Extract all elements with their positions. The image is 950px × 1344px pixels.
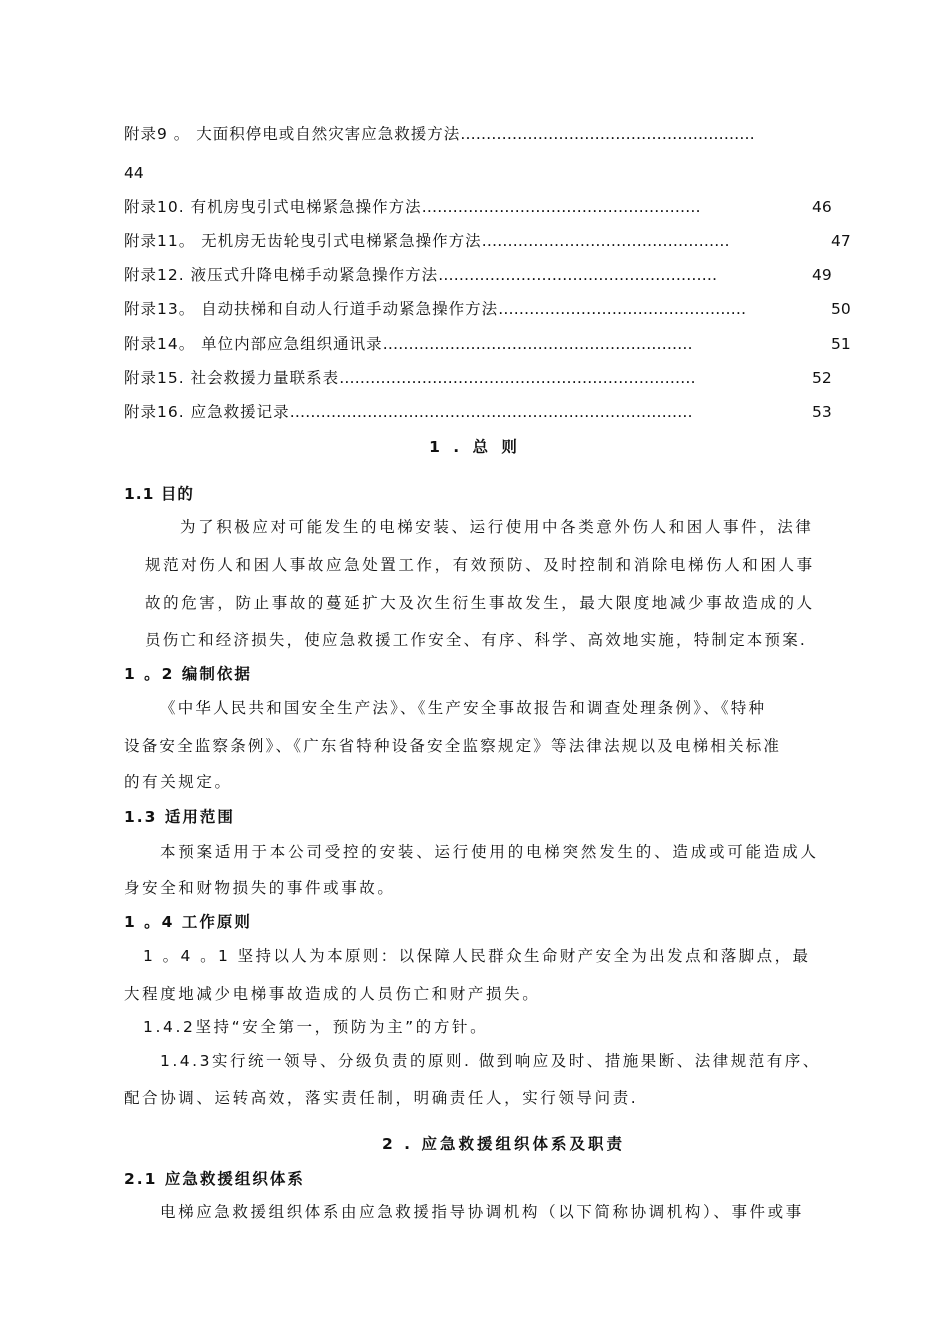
toc-item-14[interactable] [124,334,693,354]
paragraph-line: 本预案适用于本公司受控的安装、运行使用的电梯突然发生的、造成或可能造成人 [160,843,819,861]
toc-leader-dots: ………………………………………… [481,232,730,250]
toc-item-16[interactable] [124,402,693,422]
paragraph-line: 身安全和财物损失的事件或事故。 [124,879,396,897]
paragraph-line: 大程度地减少电梯事故造成的人员伤亡和财产损失。 [124,985,541,1003]
paragraph-line: 为了积极应对可能发生的电梯安装、运行使用中各类意外伤人和困人事件，法律 [180,518,814,536]
toc-item-10[interactable] [124,197,701,217]
toc-item-15[interactable] [124,368,696,388]
toc-page-number: 47 [831,232,851,250]
paragraph-line: 故的危害，防止事故的蔓延扩大及次生衍生事故发生，最大限度地减少事故造成的人 [145,594,815,612]
heading-1-1: 1.1 目的 [124,485,194,503]
toc-page-number: 51 [831,335,851,353]
paragraph-line: 设备安全监察条例》、《广东省特种设备安全监察规定》等法律法规以及电梯相关标准 [124,737,782,755]
toc-item-label: 附录9 。 大面积停电或自然灾害应急救援方法 [124,125,461,143]
paragraph-line: 1.4.3实行统一领导、分级负责的原则. 做到响应及时、措施果断、法律规范有序、 [160,1052,821,1070]
toc-page-number: 44 [124,164,144,182]
paragraph-line: 1.4.2坚持“安全第一，预防为主”的方针。 [143,1018,489,1036]
toc-page-number: 50 [831,300,851,318]
toc-item-label: 附录13。 自动扶梯和自动人行道手动紧急操作方法 [124,300,499,318]
paragraph-line: 的有关规定。 [124,773,233,791]
paragraph-line: 规范对伤人和困人事故应急处置工作，有效预防、及时控制和消除电梯伤人和困人事 [145,556,815,574]
toc-item-13[interactable] [124,299,746,319]
toc-leader-dots: ………………………………………………… [460,125,755,143]
toc-leader-dots: ………………………………………… [498,300,747,318]
toc-item-label: 附录11。 无机房无齿轮曳引式电梯紧急操作方法 [124,232,482,250]
toc-page-number: 53 [812,403,832,421]
heading-1-4: 1 。4 工作原则 [124,913,252,931]
section-1-title: 1 . 总 则 [429,438,521,456]
toc-leader-dots: ……………………………………………… [438,266,718,284]
toc-page-number: 49 [812,266,832,284]
paragraph-line: 员伤亡和经济损失，使应急救援工作安全、有序、科学、高效地实施，特制定本预案. [145,631,808,649]
toc-page-number: 52 [812,369,832,387]
toc-item-label: 附录15. 社会救援力量联系表 [124,369,340,387]
toc-leader-dots: ……………………………………………… [421,198,701,216]
heading-1-2: 1 。2 编制依据 [124,665,252,683]
toc-item-label: 附录14。 单位内部应急组织通讯录 [124,335,383,353]
heading-2-1: 2.1 应急救援组织体系 [124,1170,305,1188]
paragraph-line: 《中华人民共和国安全生产法》、《生产安全事故报告和调查处理条例》、《特种 [160,699,767,717]
paragraph-line: 电梯应急救援组织体系由应急救援指导协调机构（以下简称协调机构）、事件或事 [160,1203,804,1221]
paragraph-line: 1 。4 。1 坚持以人为本原则：以保障人民群众生命财产安全为出发点和落脚点，最 [143,947,811,965]
toc-item-label: 附录16. 应急救援记录 [124,403,290,421]
toc-leader-dots: …………………………………………………………………… [289,403,693,421]
toc-item-12[interactable] [124,265,717,285]
toc-item-9[interactable] [124,124,755,144]
toc-item-label: 附录12. 液压式升降电梯手动紧急操作方法 [124,266,439,284]
section-2-title: 2 . 应急救援组织体系及职责 [382,1135,625,1153]
toc-leader-dots: …………………………………………………… [382,335,693,353]
heading-1-3: 1.3 适用范围 [124,808,235,826]
toc-item-label: 附录10. 有机房曳引式电梯紧急操作方法 [124,198,422,216]
paragraph-line: 配合协调、运转高效，落实责任制，明确责任人，实行领导问责. [124,1089,639,1107]
toc-page-number: 46 [812,198,832,216]
toc-item-11[interactable] [124,231,730,251]
toc-leader-dots: …………………………………………………………… [339,369,696,387]
